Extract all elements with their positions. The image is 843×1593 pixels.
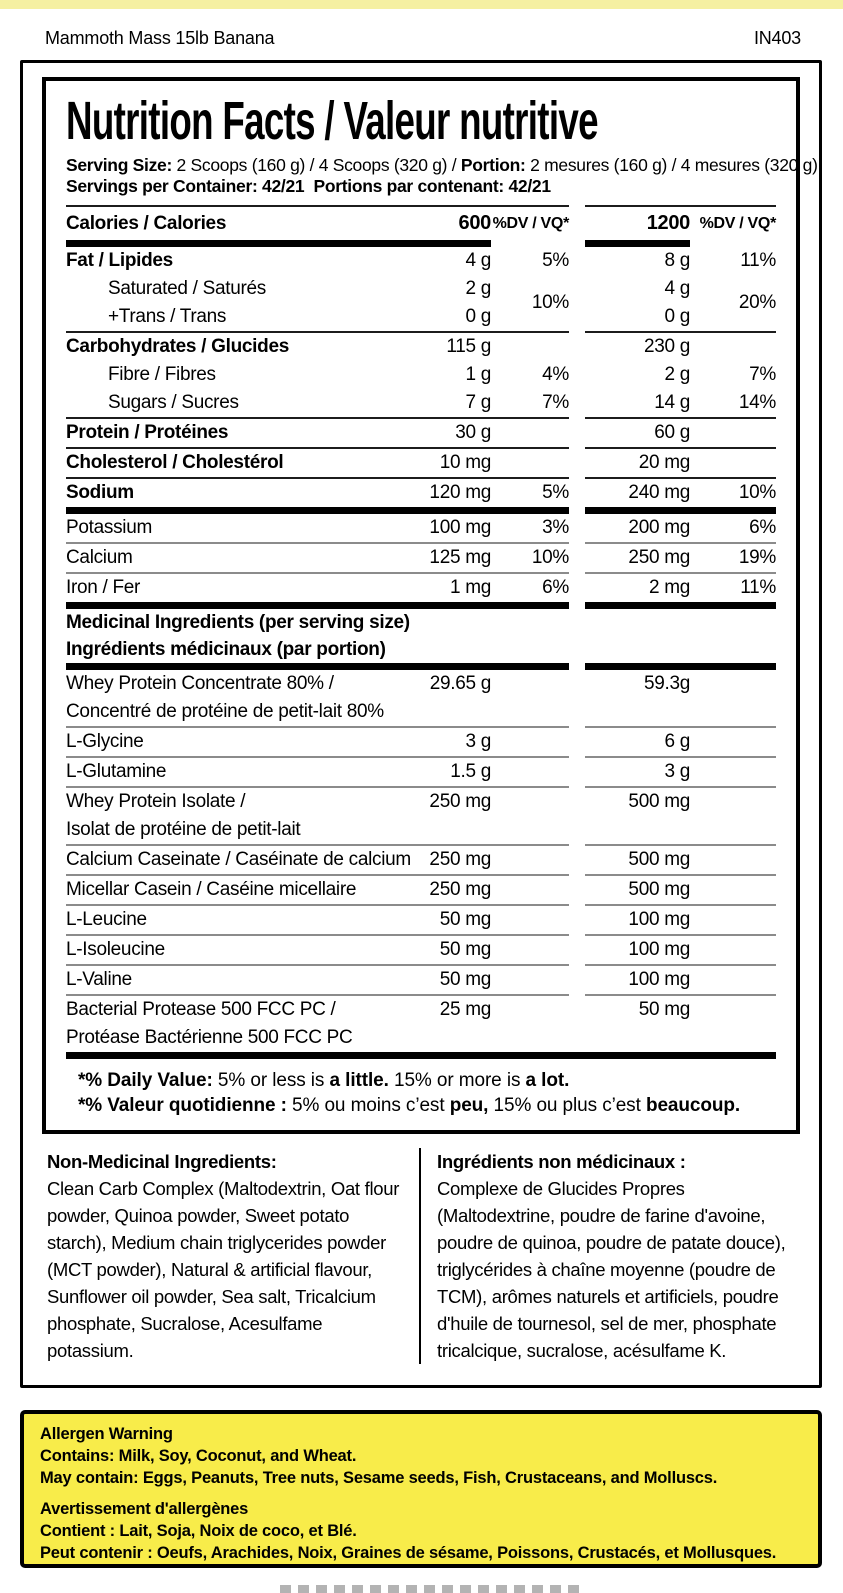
nutrient-row — [66, 996, 776, 1052]
row-label: Fat / Lipides — [66, 250, 173, 271]
allergen-line: May contain: Eggs, Peanuts, Tree nuts, Sesame seeds, Fish, Crustaceans, and Molluscs. — [40, 1469, 718, 1487]
amount-cell: 0 g — [465, 306, 491, 327]
amount-cell: 115 g — [446, 336, 491, 357]
footnote-divider — [66, 1052, 776, 1059]
allergen-line: Avertissement d'allergènes — [40, 1500, 249, 1518]
dv-cell: 3% — [542, 517, 569, 538]
row-label: Whey Protein Concentrate 80% / Concentré de protéine de petit-lait 80% — [66, 673, 384, 722]
amount-cell: 100 mg — [628, 939, 690, 960]
amount-cell: 1 mg — [449, 577, 491, 598]
dv-cell: 20% — [738, 292, 776, 313]
nutrient-row — [66, 514, 776, 544]
amount-cell: 250 mg — [628, 547, 690, 568]
dv-cell: 10% — [531, 292, 569, 313]
amount-cell: 250 mg — [429, 849, 491, 870]
dv-cell: 10% — [738, 482, 776, 503]
amount-cell: 10 mg — [439, 452, 491, 473]
amount-cell: 2 g — [465, 278, 491, 299]
amount-cell: 500 mg — [628, 791, 690, 812]
row-label: Fibre / Fibres — [108, 364, 216, 385]
row-label: Carbohydrates / Glucides — [66, 336, 289, 357]
nutrient-row — [66, 389, 776, 419]
nutrient-row — [66, 303, 776, 333]
row-label: Sodium — [66, 482, 134, 503]
nutrient-row — [66, 966, 776, 996]
dv-cell: 19% — [738, 547, 776, 568]
product-code: IN403 — [753, 28, 801, 48]
amount-cell: 8 g — [664, 250, 690, 271]
non-medicinal-fr-body: Complexe de Glucides Propres (Maltodextrine, poudre de farine d'avoine, poudre de quinoa, poudre de patate douce), triglycérides à chaîne moyenne (poudre de TCM), arômes naturels et artificiels, poudre d'huile de tournesol, sel de mer, phosphate tricalcique, sucralose, acésulfame K. — [437, 1178, 786, 1361]
non-medicinal-section — [41, 1148, 801, 1364]
dv-cell: 6% — [749, 517, 776, 538]
nutrient-row — [66, 247, 776, 275]
amount-cell: 230 g — [643, 336, 690, 357]
row-label: Cholesterol / Cholestérol — [66, 452, 284, 473]
amount-cell: 240 mg — [628, 482, 690, 503]
serving-size-line: Serving Size: 2 Scoops (160 g) / 4 Scoops (320 g) / Portion: 2 mesures (160 g) / 4 mesures (320 g) — [66, 155, 818, 175]
nutrient-row — [66, 574, 776, 609]
serving-info — [66, 155, 818, 197]
amount-cell: 50 mg — [439, 939, 491, 960]
dv-cell: 14% — [738, 392, 776, 413]
amount-cell: 50 mg — [439, 909, 491, 930]
row-label: Potassium — [66, 517, 153, 538]
non-medicinal-fr-heading: Ingrédients non médicinaux : — [437, 1151, 686, 1172]
servings-per-container-line: Servings per Container: 42/21 Portions par contenant: 42/21 — [66, 176, 551, 196]
amount-cell: 500 mg — [628, 849, 690, 870]
non-medicinal-en-heading: Non-Medicinal Ingredients: — [47, 1151, 277, 1172]
amount-cell: 3 g — [664, 761, 690, 782]
row-label: Calcium Caseinate / Caséinate de calcium — [66, 849, 411, 870]
dv-cell: 4% — [542, 364, 569, 385]
amount-cell: 1 g — [465, 364, 491, 385]
amount-cell: 250 mg — [429, 879, 491, 900]
nutrient-row — [66, 876, 776, 906]
amount-cell: 4 g — [664, 278, 690, 299]
allergen-line: Contient : Lait, Soja, Noix de coco, et Blé. — [40, 1522, 357, 1540]
nutrition-table — [66, 205, 776, 1052]
nutrient-row — [66, 449, 776, 479]
amount-cell: 2 mg — [648, 577, 690, 598]
row-label: Bacterial Protease 500 FCC PC / Protéase Bactérienne 500 FCC PC — [66, 999, 353, 1048]
footnote-line-fr: *% Valeur quotidienne : 5% ou moins c’est peu, 15% ou plus c’est beaucoup. — [78, 1095, 741, 1116]
amount-cell: 50 mg — [439, 969, 491, 990]
amount-cell: 6 g — [664, 731, 690, 752]
dv-cell: %DV / VQ* — [492, 215, 569, 232]
row-label: L-Valine — [66, 969, 132, 990]
allergen-line: Peut contenir : Oeufs, Arachides, Noix, Graines de sésame, Poissons, Crustacés, et Mollusques. — [40, 1544, 777, 1562]
nutrient-row — [66, 906, 776, 936]
amount-cell: 250 mg — [429, 791, 491, 812]
amount-cell: 125 mg — [429, 547, 491, 568]
label-outer-box — [20, 60, 822, 1388]
nutrient-row — [66, 544, 776, 574]
amount-cell: 3 g — [465, 731, 491, 752]
amount-cell: 2 g — [664, 364, 690, 385]
row-label: Medicinal Ingredients (per serving size) Ingrédients médicinaux (par portion) — [66, 612, 410, 660]
dv-cell: 5% — [542, 482, 569, 503]
nutrient-row — [66, 758, 776, 788]
amount-cell: 14 g — [654, 392, 690, 413]
row-label: L-Glycine — [66, 731, 144, 752]
calories-underline — [66, 240, 776, 247]
footnote-line-en: *% Daily Value: 5% or less is a little. 15% or more is a lot. — [78, 1070, 570, 1091]
nutrient-row — [66, 479, 776, 514]
footnote-block — [66, 1059, 776, 1124]
nutrition-title: Nutrition Facts / Valeur nutritive — [66, 91, 598, 151]
dv-cell: 7% — [749, 364, 776, 385]
amount-cell: 59.3g — [643, 673, 690, 694]
nutrition-facts-box — [42, 77, 818, 1134]
allergen-fr-lines — [40, 1498, 802, 1564]
amount-cell: 4 g — [465, 250, 491, 271]
amount-cell: 500 mg — [628, 879, 690, 900]
nutrient-row — [66, 936, 776, 966]
dv-cell: %DV / VQ* — [699, 215, 776, 232]
non-medicinal-en — [47, 1148, 419, 1364]
row-label: Calories / Calories — [66, 213, 227, 234]
amount-cell: 0 g — [664, 306, 690, 327]
row-label: L-Isoleucine — [66, 939, 165, 960]
row-label: Whey Protein Isolate / Isolat de protéine de petit-lait — [66, 791, 301, 840]
cut-off-text-strip — [280, 1585, 580, 1593]
row-label: Sugars / Sucres — [108, 392, 239, 413]
product-name: Mammoth Mass 15lb Banana — [45, 28, 275, 48]
row-label: Calcium — [66, 547, 133, 568]
dv-cell: 7% — [542, 392, 569, 413]
row-label: Micellar Casein / Caséine micellaire — [66, 879, 357, 900]
amount-cell: 1.5 g — [450, 761, 491, 782]
amount-cell: 100 mg — [628, 909, 690, 930]
row-label: Protein / Protéines — [66, 422, 229, 443]
nutrient-row — [66, 788, 776, 846]
nutrient-row — [66, 728, 776, 758]
allergen-en-lines — [40, 1423, 802, 1489]
row-label: L-Glutamine — [66, 761, 167, 782]
nutrient-row — [66, 419, 776, 449]
non-medicinal-fr — [419, 1148, 795, 1364]
dv-cell: 11% — [740, 577, 776, 598]
amount-cell: 600 — [458, 212, 491, 234]
amount-cell: 30 g — [455, 422, 491, 443]
amount-cell: 50 mg — [638, 999, 690, 1020]
amount-cell: 60 g — [654, 422, 690, 443]
dv-cell: 6% — [542, 577, 569, 598]
row-label: L-Leucine — [66, 909, 147, 930]
allergen-gap — [40, 1489, 802, 1498]
nutrient-row — [66, 670, 776, 728]
amount-cell: 200 mg — [628, 517, 690, 538]
amount-cell: 20 mg — [638, 452, 690, 473]
amount-cell: 7 g — [465, 392, 491, 413]
section-heading-row — [66, 609, 776, 670]
dv-cell: 10% — [531, 547, 569, 568]
nutrient-row — [66, 361, 776, 389]
allergen-line: Allergen Warning — [40, 1425, 173, 1443]
amount-cell: 100 mg — [628, 969, 690, 990]
nutrient-row — [66, 205, 776, 240]
dv-cell: 11% — [740, 250, 776, 271]
amount-cell: 1200 — [646, 212, 690, 234]
dv-cell: 5% — [542, 250, 569, 271]
nutrient-row — [66, 275, 776, 313]
nutrient-row — [66, 846, 776, 876]
allergen-warning-box — [20, 1410, 822, 1568]
row-label: Iron / Fer — [66, 577, 141, 598]
amount-cell: 100 mg — [429, 517, 491, 538]
amount-cell: 29.65 g — [429, 673, 491, 694]
amount-cell: 25 mg — [439, 999, 491, 1020]
row-label: Saturated / Saturés — [108, 278, 267, 299]
allergen-line: Contains: Milk, Soy, Coconut, and Wheat. — [40, 1447, 357, 1465]
top-color-strip — [0, 0, 843, 9]
document-header — [45, 28, 801, 49]
nutrient-row — [66, 333, 776, 361]
non-medicinal-en-body: Clean Carb Complex (Maltodextrin, Oat flour powder, Quinoa powder, Sweet potato starch), Medium chain triglycerides powder (MCT powder), Natural & artificial flavour, Sunflower oil powder, Sea salt, Tricalcium phosphate, Sucralose, Acesulfame potassium. — [47, 1178, 400, 1361]
row-label: +Trans / Trans — [108, 306, 227, 327]
amount-cell: 120 mg — [429, 482, 491, 503]
